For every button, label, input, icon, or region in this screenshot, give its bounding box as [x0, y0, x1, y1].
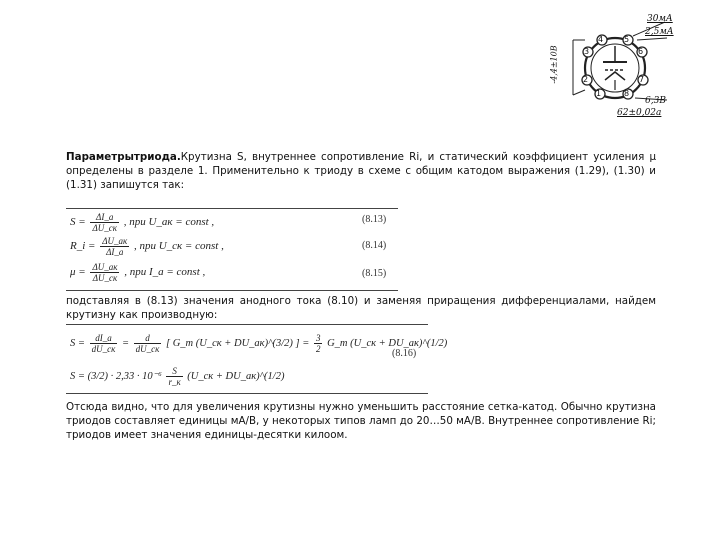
formula-condition: , при U_ак = const ,: [123, 216, 215, 229]
label-grid-voltage: -4,4±10В: [549, 45, 559, 84]
formula-lhs: μ =: [70, 266, 86, 279]
pin-label: 4: [598, 35, 604, 44]
pin-label: 6: [638, 47, 644, 56]
formula-numerator: ΔU_ак: [92, 262, 118, 272]
formula-denominator: dU_ск: [135, 344, 160, 354]
formula-lhs: R_i =: [70, 240, 96, 253]
conclusion-paragraph: [66, 400, 656, 443]
formula-transconductance-derivative: S = $\frac{dI\_a}{dU\_ск}$ = $\frac{d}{dU\_ск}$ [ G_т (U_ск + DU_ак)^(3/2) ] = $\frac{3}{2}$ G_т (U_ск + DU_ак)^(1/2): [70, 333, 448, 354]
formula-amplification-factor: [70, 262, 205, 283]
label-anode-current: 30мА: [647, 14, 673, 24]
formula-denominator: ΔU_cк: [92, 223, 117, 233]
pin-label: 2: [583, 75, 589, 84]
formula-transconductance-numeric: [70, 366, 284, 387]
formula-numerator: S: [166, 366, 182, 377]
section-heading: Параметрытриода.: [66, 151, 181, 163]
derivation-text: подставляя в (8.13) значения анодного тока (8.10) и заменяя приращения дифференциалами, найдем крутизну как производную:: [66, 295, 656, 322]
label-grid-current: 2,5мА: [645, 27, 674, 37]
intro-text: Крутизна S, внутреннее сопротивление Ri, и статический коэффициент усиления μ определены в разделе 1. Применительно к триоду в схеме с общим катодом выражения (1.29), (1.30) и (1.31) запишутся так:: [66, 151, 656, 192]
formula-numerator: ΔI_a: [90, 212, 119, 223]
formula-lhs: S =: [70, 216, 86, 229]
pin-label: 3: [584, 47, 590, 56]
formula-internal-resistance: [70, 236, 224, 257]
divider: [66, 290, 398, 291]
divider: [66, 324, 428, 325]
pin-label: 1: [596, 89, 602, 98]
label-heater-current: 62±0,02а: [617, 108, 662, 118]
formula-lhs: S = (3/2) · 2,33 · 10⁻⁶: [70, 370, 162, 382]
equation-number: (8.13): [362, 214, 387, 225]
intro-paragraph: [66, 150, 656, 193]
formula-denominator: ΔI_a: [106, 247, 124, 257]
formula-denominator: dU_ск: [91, 344, 116, 354]
formula-denominator: ΔU_ск: [92, 273, 118, 283]
divider: [66, 393, 428, 394]
tube-pinout-diagram: [549, 10, 675, 125]
formula-numerator: 3: [315, 333, 321, 343]
formula-numerator: d: [134, 333, 162, 344]
formula-denominator: r_к: [168, 377, 181, 387]
pin-label: 7: [639, 75, 645, 84]
label-heater-voltage: 6,3В: [645, 96, 666, 106]
formula-condition: , при I_a = const ,: [124, 266, 206, 279]
formula-numerator: dI_a: [90, 333, 118, 344]
formula-tail: (U_ск + DU_ак)^(1/2): [187, 370, 285, 382]
equation-number: (8.15): [362, 268, 387, 279]
formula-numerator: ΔU_ак: [102, 236, 128, 246]
formula-lhs: S =: [70, 337, 85, 349]
formula-transconductance: [70, 212, 214, 233]
formula-condition: , при U_cк = const ,: [133, 240, 224, 253]
conclusion-text: Отсюда видно, что для увеличения крутизны нужно уменьшить расстояние сетка-катод. Обычно крутизна триодов составляет единицы мА/В, у некоторых типов ламп до 20…50 мА/В. Внутреннее сопротивление Ri; триодов имеет значения единицы-десятки килоом.: [66, 401, 656, 442]
derivation-paragraph: [66, 294, 656, 322]
equation-number: (8.16): [392, 348, 417, 359]
formula-tail: G_т (U_ск + DU_ак)^(1/2): [327, 337, 448, 349]
equation-number: (8.14): [362, 240, 387, 251]
formula-middle: [ G_т (U_ск + DU_ак)^(3/2) ] =: [166, 337, 310, 349]
pin-label: 8: [624, 89, 630, 98]
divider: [66, 208, 398, 209]
formula-denominator: 2: [315, 344, 321, 354]
pin-label: 5: [624, 35, 630, 44]
